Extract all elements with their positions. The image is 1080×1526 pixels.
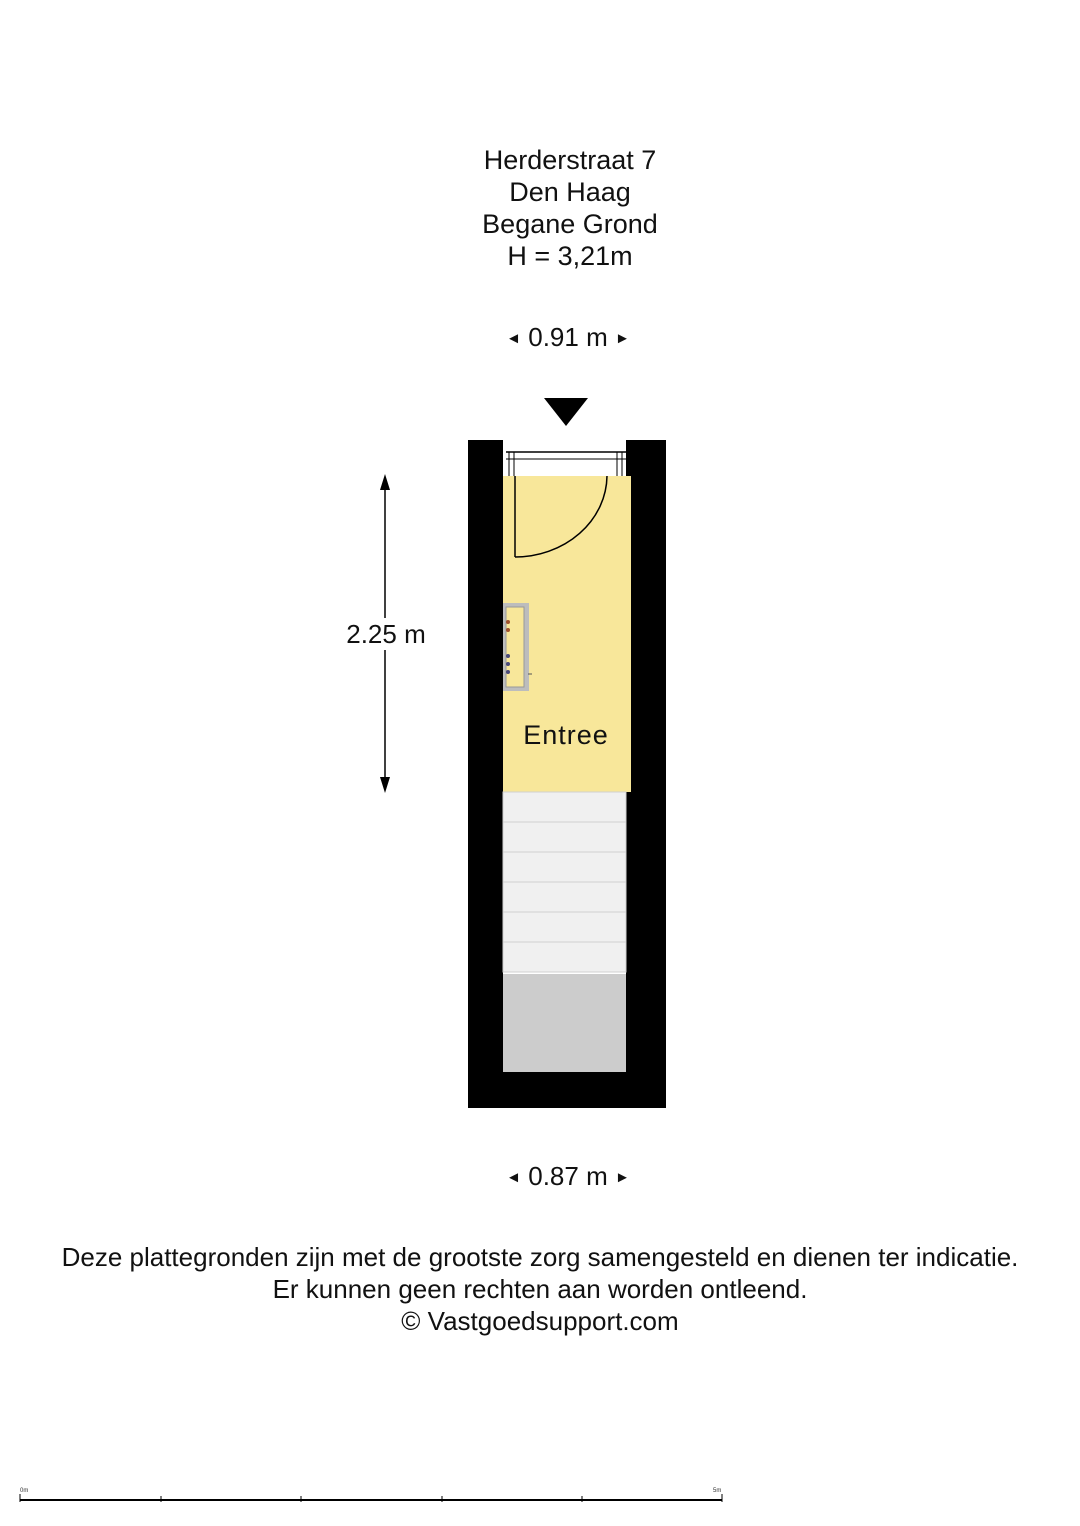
- bottom-width-dimension: [440, 1161, 696, 1192]
- stair-step: [503, 942, 626, 972]
- floor-label: Begane Grond: [482, 209, 658, 239]
- right-arrow-icon: ►: [614, 1169, 630, 1186]
- scale-start-label: 0m: [20, 1488, 29, 1494]
- stair-step: [503, 882, 626, 912]
- stair-step: [503, 912, 626, 942]
- front-door-frame: [506, 440, 626, 476]
- up-arrow-icon: [380, 474, 390, 490]
- height-label: H = 3,21m: [507, 241, 633, 271]
- staircase: [503, 792, 626, 1072]
- copyright-line: © Vastgoedsupport.com: [401, 1306, 679, 1336]
- length-label: 2.25 m: [318, 618, 454, 650]
- top-width-label: 0.91 m: [528, 322, 608, 352]
- meter-cabinet-icon: [503, 603, 532, 691]
- stair-step: [503, 792, 626, 822]
- left-arrow-icon: ◄: [506, 1169, 522, 1186]
- disclaimer: [0, 1241, 1080, 1337]
- entrance-marker-icon: [544, 398, 588, 426]
- stair-landing: [503, 974, 626, 1072]
- scale-bar: [20, 1494, 722, 1502]
- disclaimer-line-2: Er kunnen geen rechten aan worden ontleend.: [272, 1274, 808, 1304]
- right-arrow-icon: ►: [614, 330, 630, 347]
- stair-step: [503, 852, 626, 882]
- bottom-width-label: 0.87 m: [528, 1161, 608, 1191]
- disclaimer-line-1: Deze plattegronden zijn met de grootste zorg samengesteld en dienen ter indicatie.: [61, 1242, 1019, 1272]
- scale-end-label: 5m: [713, 1488, 722, 1494]
- address-label: Herderstraat 7: [483, 145, 657, 175]
- stair-step: [503, 822, 626, 852]
- city-label: Den Haag: [509, 177, 631, 207]
- down-arrow-icon: [380, 777, 390, 793]
- room-label-entree: Entree: [523, 720, 609, 750]
- left-arrow-icon: ◄: [506, 330, 522, 347]
